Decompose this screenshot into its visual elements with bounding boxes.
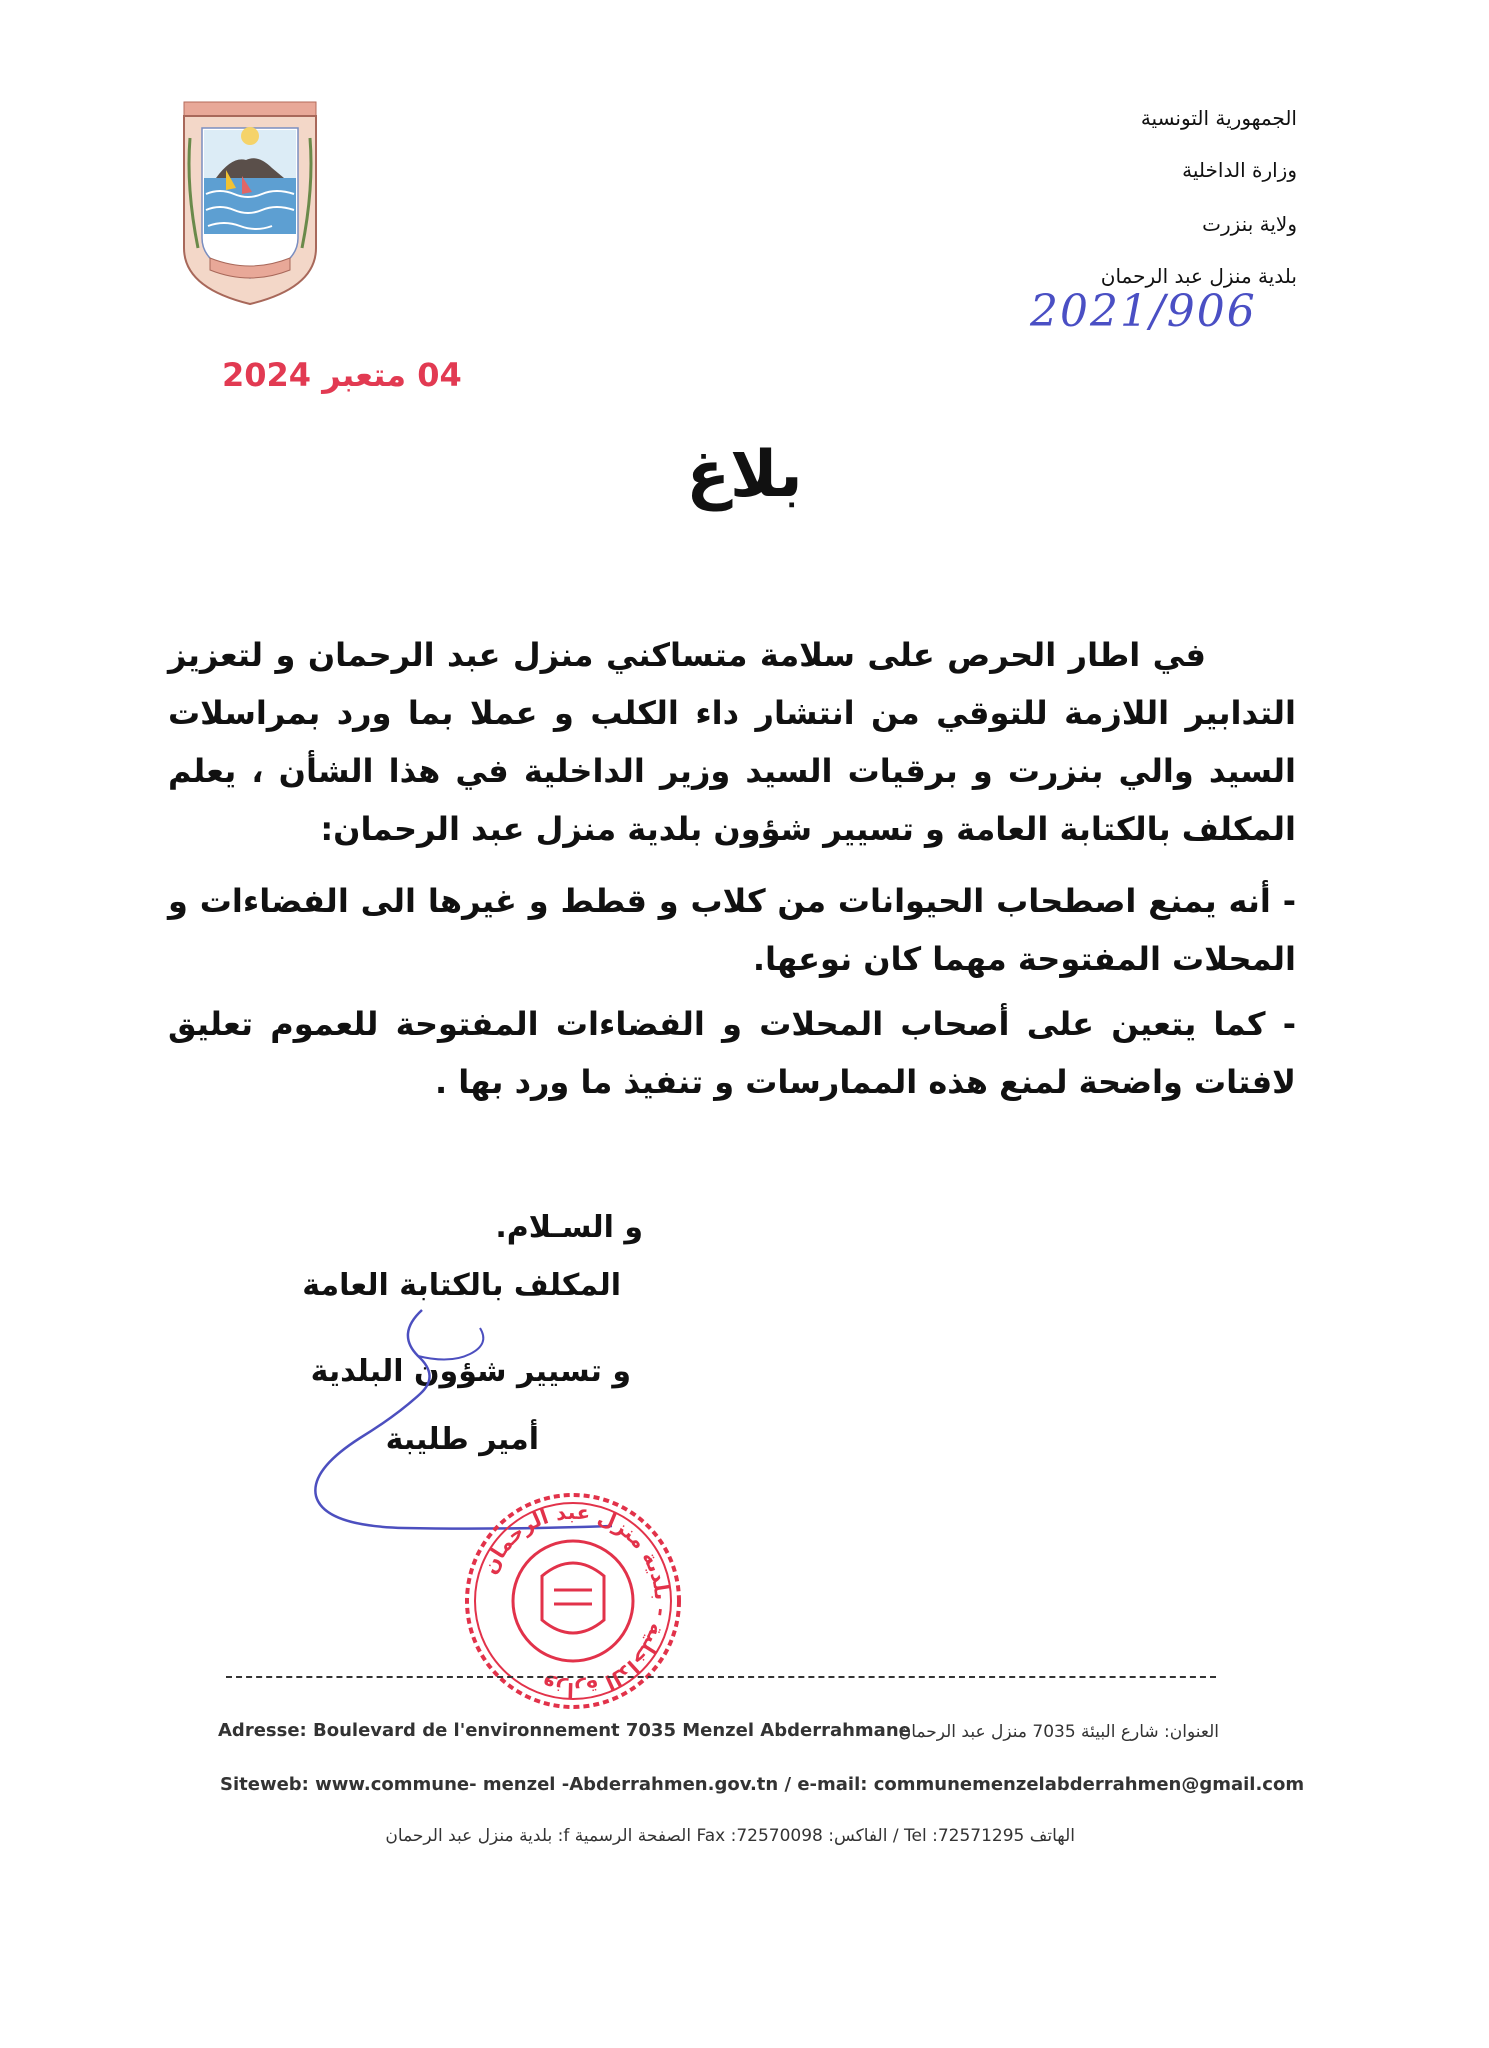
footer-address-ar: العنوان: شارع البيئة 7035 منزل عبد الرحمان [898, 1722, 1219, 1742]
header-governorate: ولاية بنزرت [1202, 212, 1297, 236]
footer-address-fr: Adresse: Boulevard de l'environnement 7035 Menzel Abderrahmane [218, 1720, 911, 1741]
body-intro-paragraph: في اطار الحرص على سلامة متساكني منزل عبد الرحمان و لتعزيز التدابير اللازمة للتوقي من انتشار داء الكلب و عملا بما ورد بمراسلات السيد والي بنزرت و برقيات السيد وزير الداخلية في هذا الشأن ، يعلم المكلف بالكتابة العامة و تسيير شؤون بلدية منزل عبد الرحمان: [168, 636, 1296, 848]
body-point-1: - أنه يمنع اصطحاب الحيوانات من كلاب و قطط و غيرها الى الفضاءات و المحلات المفتوحة مهما كان نوعها. [168, 882, 1296, 978]
handwritten-reference-number: 2021/906 [1030, 286, 1257, 337]
municipal-emblem [180, 98, 320, 306]
official-seal [462, 1490, 684, 1712]
header-ministry: وزارة الداخلية [1182, 158, 1297, 182]
signatory-name: أمير طليبة [385, 1422, 539, 1457]
body-point-2: - كما يتعين على أصحاب المحلات و الفضاءات المفتوحة للعموم تعليق لافتات واضحة لمنع هذه الممارسات و تنفيذ ما ورد بها . [168, 1005, 1296, 1101]
footer-divider [226, 1676, 1216, 1678]
svg-text:وزارة الداخلية - بلدية منزل عب [477, 1500, 674, 1702]
date-stamp: 04 متعبر 2024 [222, 356, 462, 394]
signatory-role-line-2: و تسيير شؤون البلدية [310, 1354, 631, 1389]
signatory-role-line-1: المكلف بالكتابة العامة [302, 1268, 621, 1303]
document-title: بلاغ [686, 438, 803, 512]
header-republic: الجمهورية التونسية [1140, 106, 1297, 130]
header-municipality: بلدية منزل عبد الرحمان [1100, 264, 1297, 288]
seal-text: وزارة الداخلية - بلدية منزل عبد الرحمان [477, 1499, 675, 1703]
closing-salutation: و السـلام. [495, 1210, 643, 1245]
footer-web-email: Siteweb: www.commune- menzel -Abderrahmen.gov.tn / e-mail: communemenzelabderrahmen@gmail.com [220, 1774, 1305, 1795]
footer-phone-fax: الهاتف 72571295: Tel / الفاكس: 72570098: Fax الصفحة الرسمية f: بلدية منزل عبد الرحمان [385, 1826, 1075, 1846]
